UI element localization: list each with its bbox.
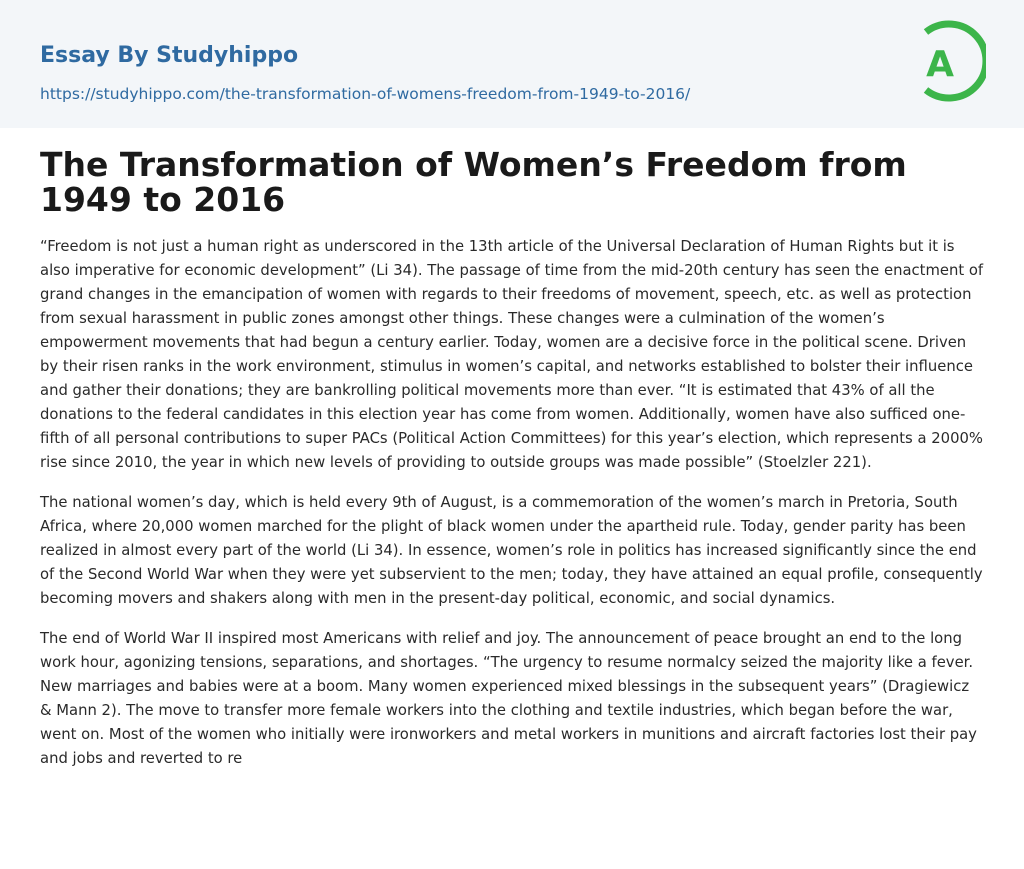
site-header — [0, 0, 1024, 128]
article-content — [0, 147, 1024, 771]
article-url-link[interactable]: https://studyhippo.com/the-transformation-of-womens-freedom-from-1949-to-2016/ — [40, 85, 691, 103]
studyhippo-logo-icon[interactable] — [914, 18, 986, 104]
article-paragraph-1: “Freedom is not just a human right as underscored in the 13th article of the Universal Declaration of Human Rights but it is also imperative for economic development” (Li 34). The passage of time from the mid-20th century has seen the enactment of grand changes in the emancipation of women with regards to their freedoms of movement, speech, etc. as well as protection from sexual harassment in public zones amongst other things. These changes were a culmination of the women’s empowerment movements that had begun a century earlier. Today, women are a decisive force in the political scene. Driven by their risen ranks in the work environment, stimulus in women’s capital, and networks established to bolster their influence and gather their donations; they are bankrolling political movements more than ever. “It is estimated that 43% of all the donations to the federal candidates in this election year has come from women. Additionally, women have also sufficed one-fifth of all personal contributions to super PACs (Political Action Committees) for this year’s election, which represents a 2000% rise since 2010, the year in which new levels of providing to outside groups was made possible” (Stoelzler 221). — [40, 238, 984, 471]
article-paragraph-2: The national women’s day, which is held every 9th of August, is a commemoration of the women’s march in Pretoria, South Africa, where 20,000 women marched for the plight of black women under the apartheid rule. Today, gender parity has been realized in almost every part of the world (Li 34). In essence, women’s role in politics has increased significantly since the end of the Second World War when they were yet subservient to the men; today, they have attained an equal profile, consequently becoming movers and shakers along with men in the present-day political, economic, and social dynamics. — [40, 494, 983, 607]
article-paragraph-3: The end of World War II inspired most Americans with relief and joy. The announcement of peace brought an end to the long work hour, agonizing tensions, separations, and shortages. “The urgency to resume normalcy seized the majority like a fever. New marriages and babies were at a boom. Many women experienced mixed blessings in the subsequent years” (Dragiewicz & Mann 2). The move to transfer more female workers into the clothing and textile industries, which began before the war, went on. Most of the women who initially were ironworkers and metal workers in munitions and aircraft factories lost their pay and jobs and reverted to re — [40, 630, 977, 767]
logo-letter: A — [926, 44, 954, 85]
site-brand[interactable]: Essay By Studyhippo — [40, 43, 299, 68]
article-title: The Transformation of Women’s Freedom from 1949 to 2016 — [40, 145, 907, 219]
